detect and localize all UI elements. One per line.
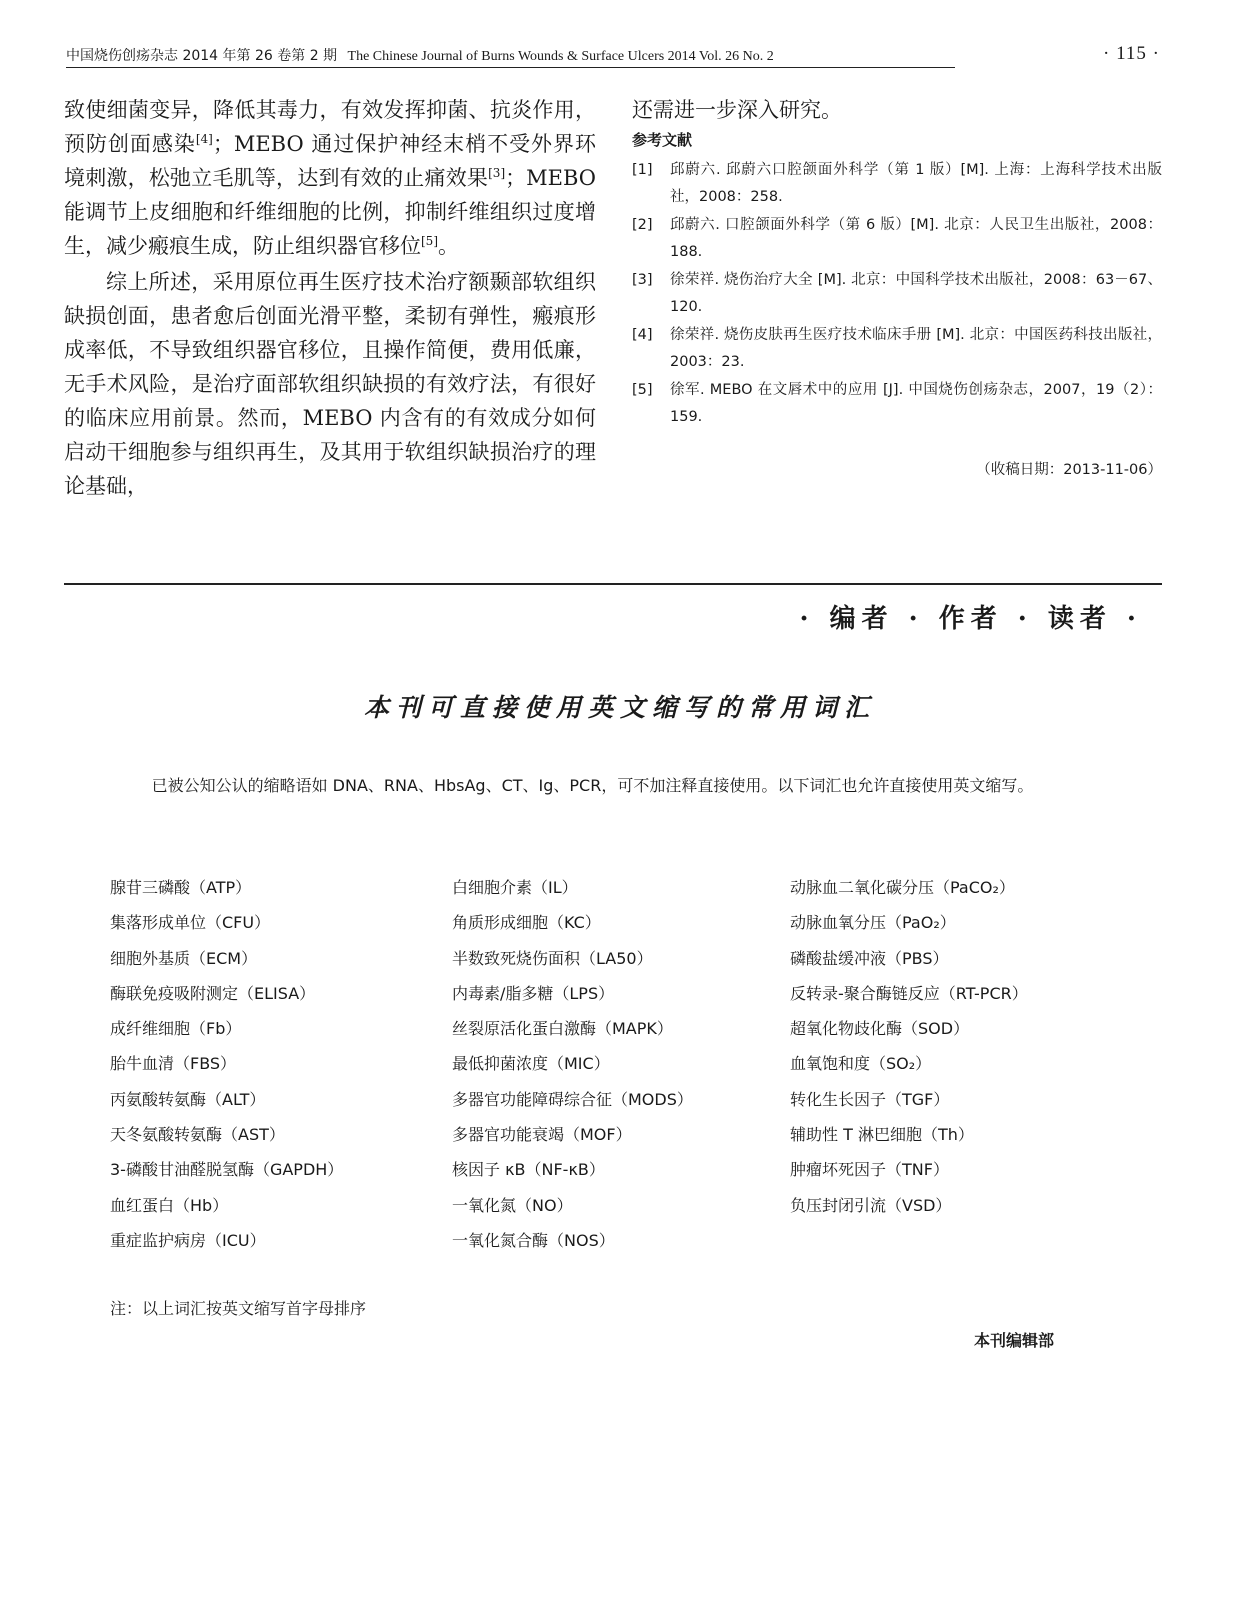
citation-4: [4] bbox=[195, 132, 213, 146]
received-date: （收稿日期：2013-11-06） bbox=[976, 462, 1162, 478]
page-number: · 115 · bbox=[1103, 43, 1160, 64]
term-column-c bbox=[790, 870, 1028, 1223]
term-item: 天冬氨酸转氨酶（AST） bbox=[110, 1125, 285, 1145]
term-item: 多器官功能衰竭（MOF） bbox=[452, 1125, 632, 1145]
paragraph-mechanism bbox=[64, 93, 596, 263]
term-item: 负压封闭引流（VSD） bbox=[790, 1195, 952, 1215]
reference-number: [1] bbox=[632, 162, 653, 178]
term-item: 动脉血二氧化碳分压（PaCO₂） bbox=[790, 878, 1015, 897]
term-item: 成纤维细胞（Fb） bbox=[110, 1019, 242, 1039]
reference-number: [3] bbox=[632, 272, 653, 288]
term-item: 重症监护病房（ICU） bbox=[110, 1230, 266, 1250]
term-item: 3-磷酸甘油醛脱氢酶（GAPDH） bbox=[110, 1160, 344, 1180]
header-underline bbox=[66, 67, 955, 68]
reference-text: 徐荣祥. 烧伤治疗大全 [M]. 北京：中国科学技术出版社，2008：63－67、120. bbox=[670, 272, 1162, 315]
editorial-signature: 本刊编辑部 bbox=[973, 1331, 1054, 1350]
column-tag: · 编者 · 作者 · 读者 · bbox=[799, 604, 1142, 634]
reference-number: [5] bbox=[632, 382, 653, 398]
reference-number: [4] bbox=[632, 327, 653, 343]
term-item: 磷酸盐缓冲液（PBS） bbox=[790, 948, 949, 968]
term-item: 角质形成细胞（KC） bbox=[452, 913, 601, 933]
citation-5: [5] bbox=[421, 234, 438, 248]
term-item: 白细胞介素（IL） bbox=[452, 878, 578, 897]
term-item: 超氧化物歧化酶（SOD） bbox=[790, 1019, 970, 1039]
reference-item bbox=[632, 377, 1162, 431]
term-item: 反转录-聚合酶链反应（RT-PCR） bbox=[790, 983, 1028, 1003]
term-item: 内毒素/脂多糖（LPS） bbox=[452, 983, 615, 1003]
reference-text: 邱蔚六. 邱蔚六口腔颌面外科学（第 1 版）[M]. 上海：上海科学技术出版社，2008：258. bbox=[670, 162, 1162, 205]
section-divider bbox=[64, 583, 1162, 585]
reference-item bbox=[632, 212, 1162, 266]
notice-footnote: 注：以上词汇按英文缩写首字母排序 bbox=[110, 1299, 367, 1318]
citation-3: [3] bbox=[488, 166, 506, 180]
text-run: 。 bbox=[438, 234, 459, 258]
term-item: 核因子 κB（NF-κB） bbox=[452, 1160, 605, 1180]
text-run: ；MEBO 通过保护神经末梢不受外界环境刺激，松弛立毛肌等，达到有效的止痛效果 bbox=[64, 132, 596, 190]
notice-title: 本刊可直接使用英文缩写的常用词汇 bbox=[363, 693, 876, 722]
reference-text: 邱蔚六. 口腔颌面外科学（第 6 版）[M]. 北京：人民卫生出版社，2008：188. bbox=[670, 217, 1162, 260]
text-run: ；MEBO 能调节上皮细胞和纤维细胞的比例，抑制纤维组织过度增生，减少瘢痕生成，防止组织器官移位 bbox=[64, 166, 596, 258]
term-item: 丝裂原活化蛋白激酶（MAPK） bbox=[452, 1019, 673, 1039]
term-item: 转化生长因子（TGF） bbox=[790, 1089, 950, 1109]
left-column bbox=[64, 93, 596, 503]
term-item: 腺苷三磷酸（ATP） bbox=[110, 878, 252, 897]
reference-item bbox=[632, 267, 1162, 321]
term-item: 集落形成单位（CFU） bbox=[110, 913, 271, 933]
paragraph-conclusion: 综上所述，采用原位再生医疗技术治疗额颞部软组织缺损创面，患者愈后创面光滑平整，柔韧有弹性，瘢痕形成率低，不导致组织器官移位，且操作简便，费用低廉，无手术风险，是治疗面部软组织缺损的有效疗法，有很好的临床应用前景。然而，MEBO 内含有的有效成分如何启动干细胞参与组织再生，及其用于软组织缺损治疗的理论基础， bbox=[64, 270, 596, 498]
text-run: 致使细菌变异，降低其毒力，有效发挥抑菌、抗炎作用，预防创面感染 bbox=[64, 98, 596, 156]
term-item: 丙氨酸转氨酶（ALT） bbox=[110, 1089, 266, 1109]
term-item: 血氧饱和度（SO₂） bbox=[790, 1054, 932, 1074]
paragraph-continuation: 还需进一步深入研究。 bbox=[632, 98, 842, 122]
reference-item bbox=[632, 322, 1162, 376]
reference-text: 徐荣祥. 烧伤皮肤再生医疗技术临床手册 [M]. 北京：中国医药科技出版社，2003：23. bbox=[670, 327, 1162, 370]
term-item: 一氧化氮合酶（NOS） bbox=[452, 1230, 615, 1250]
term-item: 多器官功能障碍综合征（MODS） bbox=[452, 1089, 693, 1109]
term-item: 酶联免疫吸附测定（ELISA） bbox=[110, 983, 316, 1003]
reference-item bbox=[632, 157, 1162, 211]
term-item: 动脉血氧分压（PaO₂） bbox=[790, 913, 956, 933]
header-journal-info bbox=[66, 46, 774, 67]
reference-text: 徐军. MEBO 在文唇术中的应用 [J]. 中国烧伤创疡杂志，2007，19（2）：159. bbox=[670, 382, 1162, 425]
header-zh: 中国烧伤创疡杂志 2014 年第 26 卷第 2 期 bbox=[66, 48, 338, 64]
term-item: 血红蛋白（Hb） bbox=[110, 1195, 229, 1215]
term-item: 最低抑菌浓度（MIC） bbox=[452, 1054, 610, 1074]
header-en: The Chinese Journal of Burns Wounds & Surface Ulcers 2014 Vol. 26 No. 2 bbox=[347, 49, 774, 64]
term-column-a bbox=[110, 870, 343, 1258]
right-column bbox=[632, 93, 1162, 487]
term-item: 肿瘤坏死因子（TNF） bbox=[790, 1160, 949, 1180]
term-column-b bbox=[452, 870, 693, 1258]
reference-list bbox=[632, 157, 1162, 431]
term-item: 半数致死烧伤面积（LA50） bbox=[452, 948, 653, 968]
term-item: 细胞外基质（ECM） bbox=[110, 948, 258, 968]
term-item: 一氧化氮（NO） bbox=[452, 1195, 573, 1215]
term-item: 胎牛血清（FBS） bbox=[110, 1054, 237, 1074]
references-heading: 参考文献 bbox=[632, 131, 693, 149]
reference-number: [2] bbox=[632, 217, 653, 233]
notice-intro: 已被公知公认的缩略语如 DNA、RNA、HbsAg、CT、Ig、PCR，可不加注释直接使用。以下词汇也允许直接使用英文缩写。 bbox=[151, 776, 1034, 795]
term-item: 辅助性 T 淋巴细胞（Th） bbox=[790, 1125, 974, 1145]
